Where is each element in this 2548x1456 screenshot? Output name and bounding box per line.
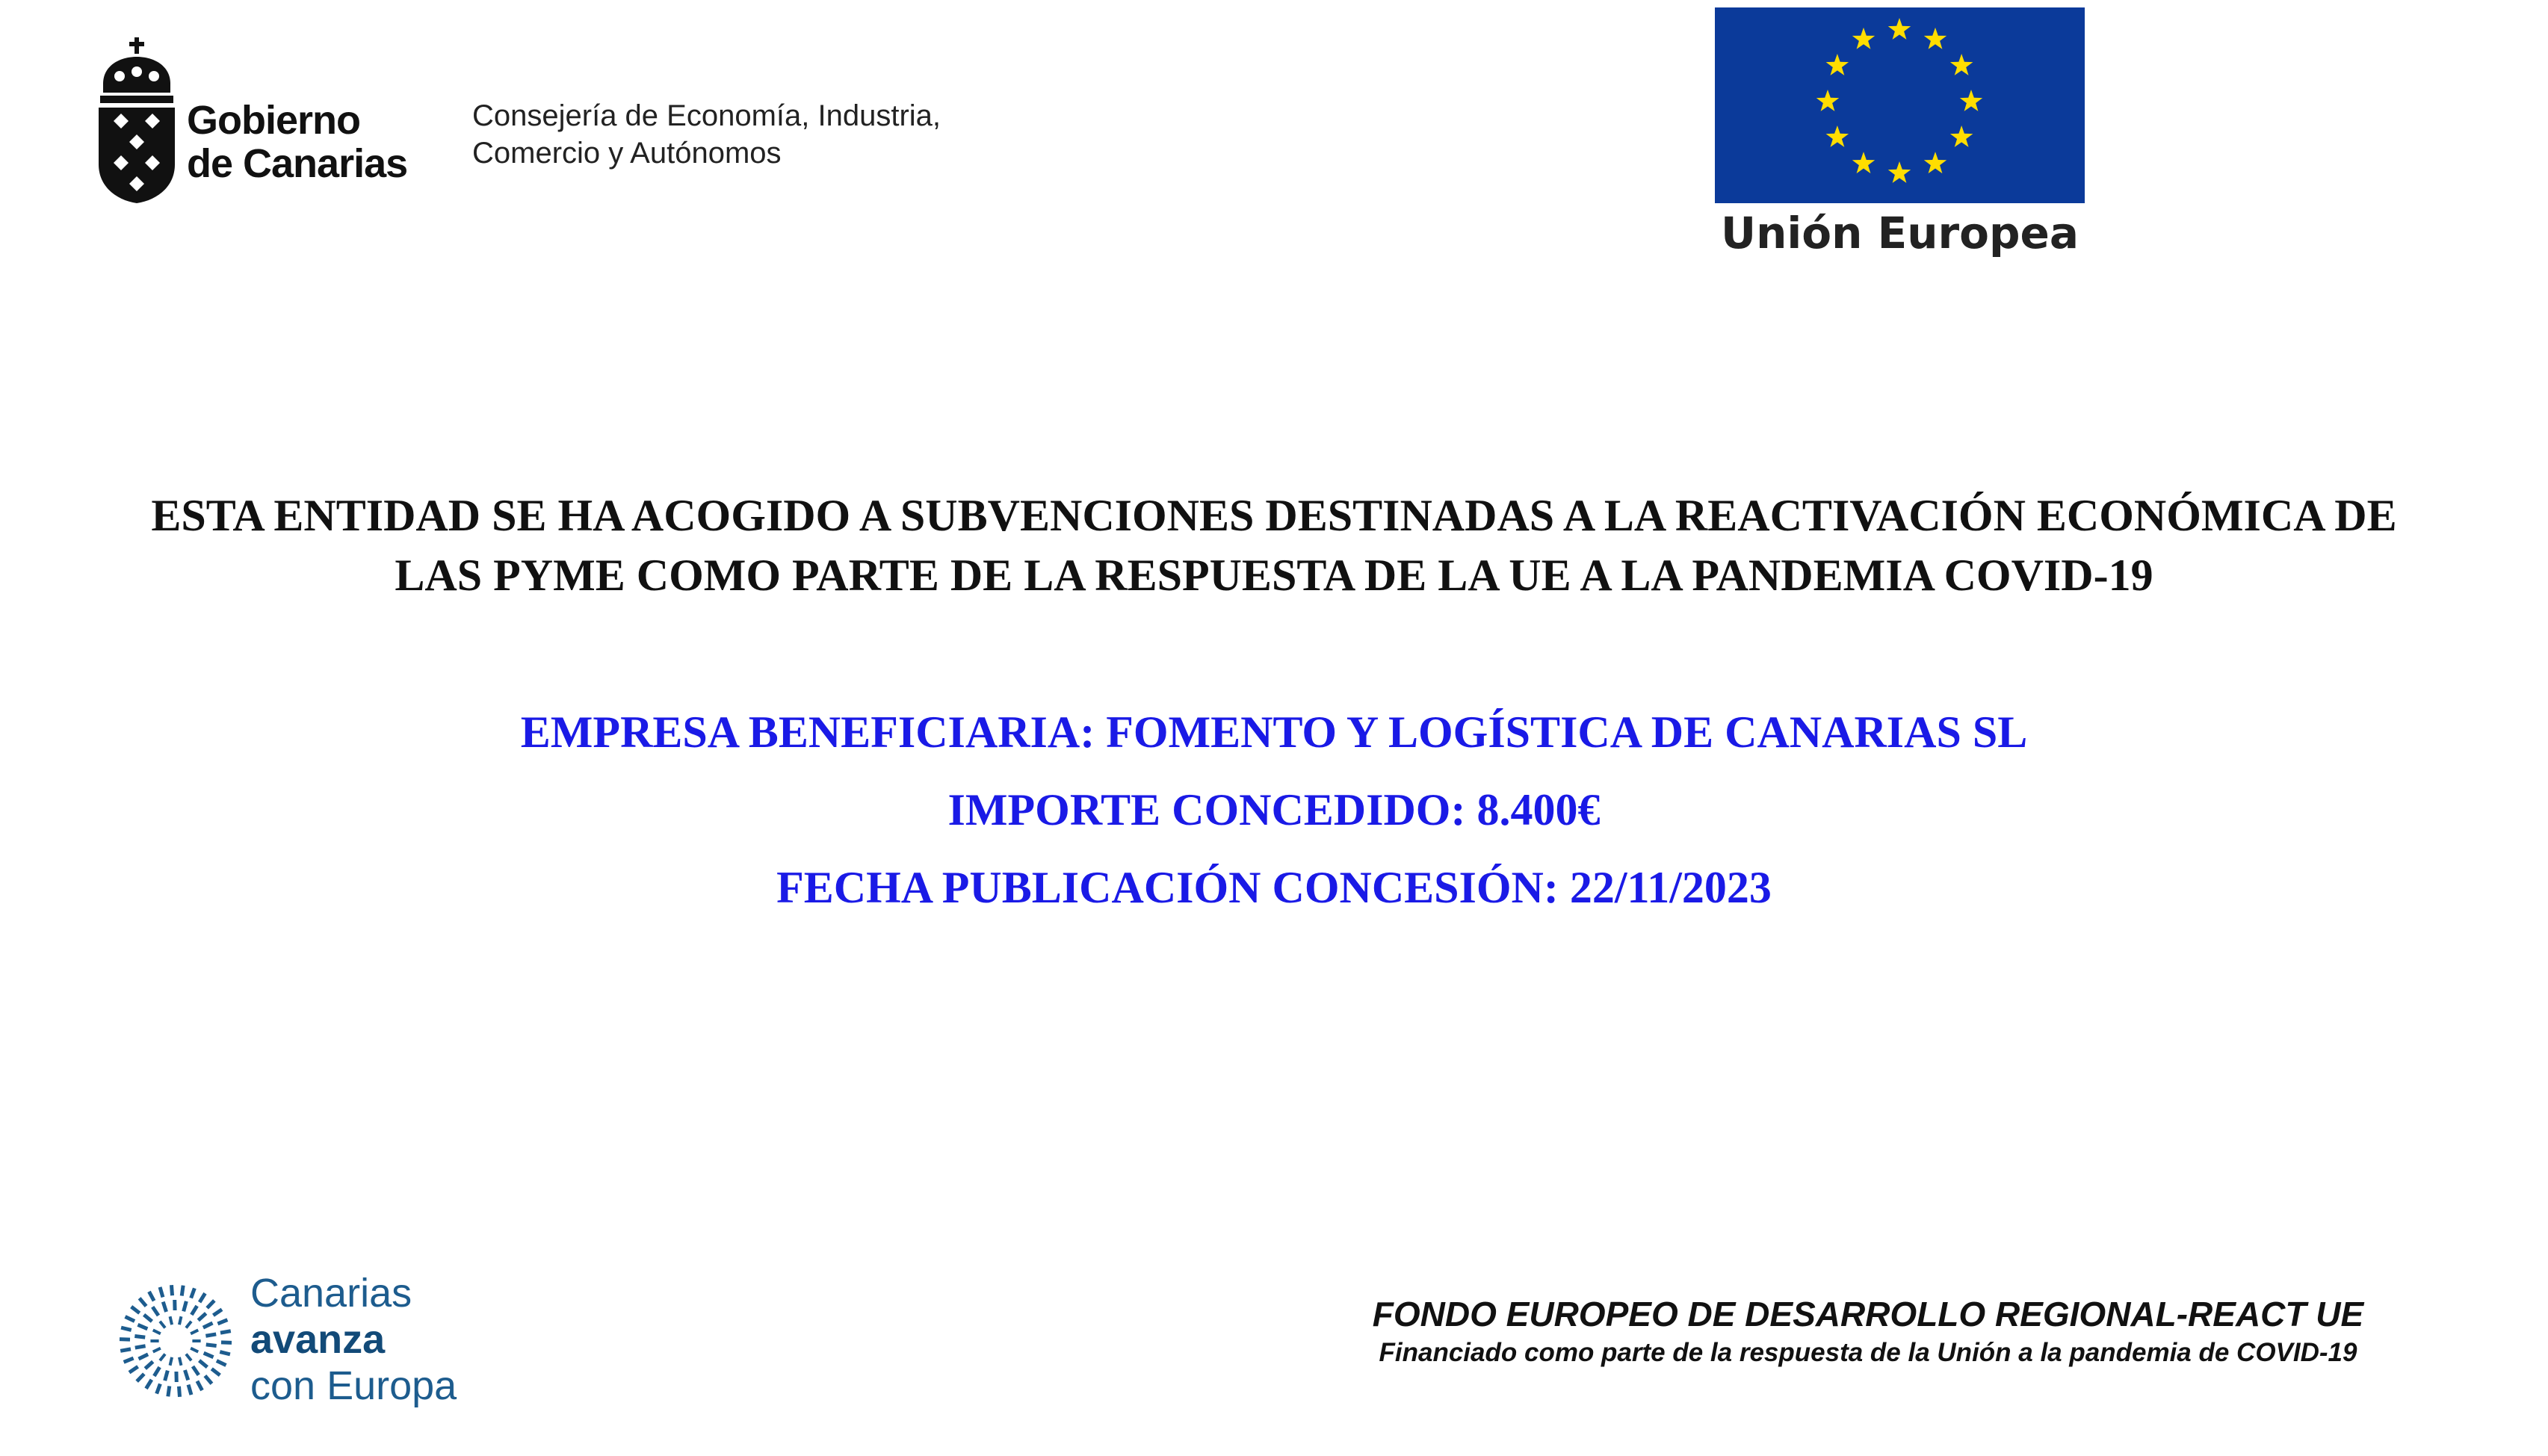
avanza-dot [178,1316,182,1325]
avanza-dot [138,1297,148,1307]
avanza-dot [121,1326,132,1332]
avanza-dot [190,1329,199,1335]
avanza-dot [163,1370,169,1381]
gov-name-line2: de Canarias [187,141,408,186]
headline [30,486,2518,605]
avanza-dot [150,1339,158,1342]
avanza-dot [221,1340,232,1344]
avanza-dot [120,1347,132,1352]
avanza-dot [205,1342,216,1348]
eu-star [1950,54,1973,75]
avanza-dot [205,1299,215,1310]
avanza-dot [134,1334,145,1339]
avanza-dot [123,1357,134,1364]
eu-star [1924,28,1946,49]
avanza-dot [196,1381,204,1392]
avanza-dot [158,1353,166,1361]
avanza-dot [147,1291,155,1302]
avanza-dot [182,1301,188,1312]
avanza-dot [152,1366,161,1378]
avanza-dot [152,1329,161,1335]
avanza-dot [203,1375,213,1385]
avanza-line1: Canarias [250,1271,412,1316]
avanza-dot [203,1351,214,1359]
avanza-dot [151,1306,160,1316]
amount-line: IMPORTE CONCEDIDO: 8.400€ [947,785,1601,834]
avanza-dot [205,1332,217,1337]
fund-block [1270,1292,2466,1370]
consejeria-line2: Comercio y Autónomos [472,137,782,170]
avanza-dot [120,1337,130,1341]
headline-line1: ESTA ENTIDAD SE HA ACOGIDO A SUBVENCIONES DESTINADAS A LA REACTIVACIÓN ECONÓMICA DE [151,491,2397,540]
eu-star [1852,152,1875,173]
avanza-dot [152,1347,161,1353]
avanza-dot [220,1350,231,1356]
avanza-dot [173,1300,176,1310]
avanza-dot [161,1301,168,1313]
eu-label: Unión Europea [1721,208,2079,258]
eu-flag-icon [1715,7,2085,203]
avanza-dot [134,1344,146,1349]
avanza-dot [185,1353,192,1361]
avanza-dot [189,1288,196,1299]
avanza-logo-text [250,1270,457,1409]
avanza-dot [170,1285,174,1295]
avanza-dot [187,1384,194,1395]
avanza-dot [137,1353,149,1361]
gov-name-line1: Gobierno [187,98,360,143]
avanza-dot [212,1308,223,1317]
avanza-dot [183,1369,190,1381]
fund-title: FONDO EUROPEO DE DESARROLLO REGIONAL-REACT UE [1372,1295,2364,1333]
eu-logo [1707,4,2092,266]
avanza-dot [190,1347,199,1353]
eu-star [1960,90,1982,111]
avanza-dot [197,1312,208,1322]
eu-star [1816,90,1839,111]
avanza-dot [130,1305,140,1315]
avanza-dot [198,1359,208,1369]
avanza-line2: avanza [250,1317,386,1362]
eu-star [1852,28,1875,49]
avanza-dot [211,1367,221,1377]
avanza-dot [217,1318,228,1325]
avanza-dot [124,1315,135,1323]
gov-logo-name [187,99,407,185]
avanza-dot [202,1322,214,1330]
eu-star [1950,126,1973,147]
consejeria-line1: Consejería de Economía, Industria, [472,99,941,132]
avanza-dot [166,1386,171,1397]
avanza-dot [190,1305,199,1316]
eu-star [1826,126,1849,147]
beneficiary-line: EMPRESA BENEFICIARIA: FOMENTO Y LOGÍSTICA DE CANARIAS SL [520,707,2028,757]
consejeria-name [472,97,941,172]
avanza-dot [191,1366,200,1376]
avanza-dot [143,1313,153,1323]
radial-dots-icon [112,1277,239,1404]
avanza-dot [144,1360,155,1370]
date-line: FECHA PUBLICACIÓN CONCESIÓN: 22/11/2023 [776,863,1772,912]
eu-star [1888,161,1911,183]
headline-line2: LAS PYME COMO PARTE DE LA RESPUESTA DE LA UE A LA PANDEMIA COVID-19 [395,551,2153,600]
avanza-dot [177,1387,182,1397]
avanza-dot [158,1286,165,1298]
avanza-line3: con Europa [250,1363,457,1408]
avanza-dot [144,1379,153,1390]
avanza-dot [192,1339,200,1342]
avanza-dot [129,1365,139,1374]
eu-star [1826,54,1849,75]
avanza-dot [180,1285,185,1296]
avanza-dot [185,1320,192,1328]
avanza-dot [178,1357,182,1366]
avanza-dot [137,1323,148,1330]
avanza-dot [220,1329,232,1334]
avanza-dot [169,1357,173,1366]
avanza-dot [198,1292,207,1304]
avanza-dot [135,1372,145,1383]
eu-star [1888,18,1911,40]
fund-subtitle: Financiado como parte de la respuesta de la Unión a la pandemia de COVID-19 [1379,1338,2357,1367]
avanza-dot [169,1316,173,1325]
avanza-dot [216,1359,227,1367]
eu-star [1924,152,1946,173]
crowned-shield-icon [97,37,176,203]
avanza-dot [155,1384,161,1395]
avanza-dot [174,1372,178,1382]
avanza-dot [158,1320,166,1328]
